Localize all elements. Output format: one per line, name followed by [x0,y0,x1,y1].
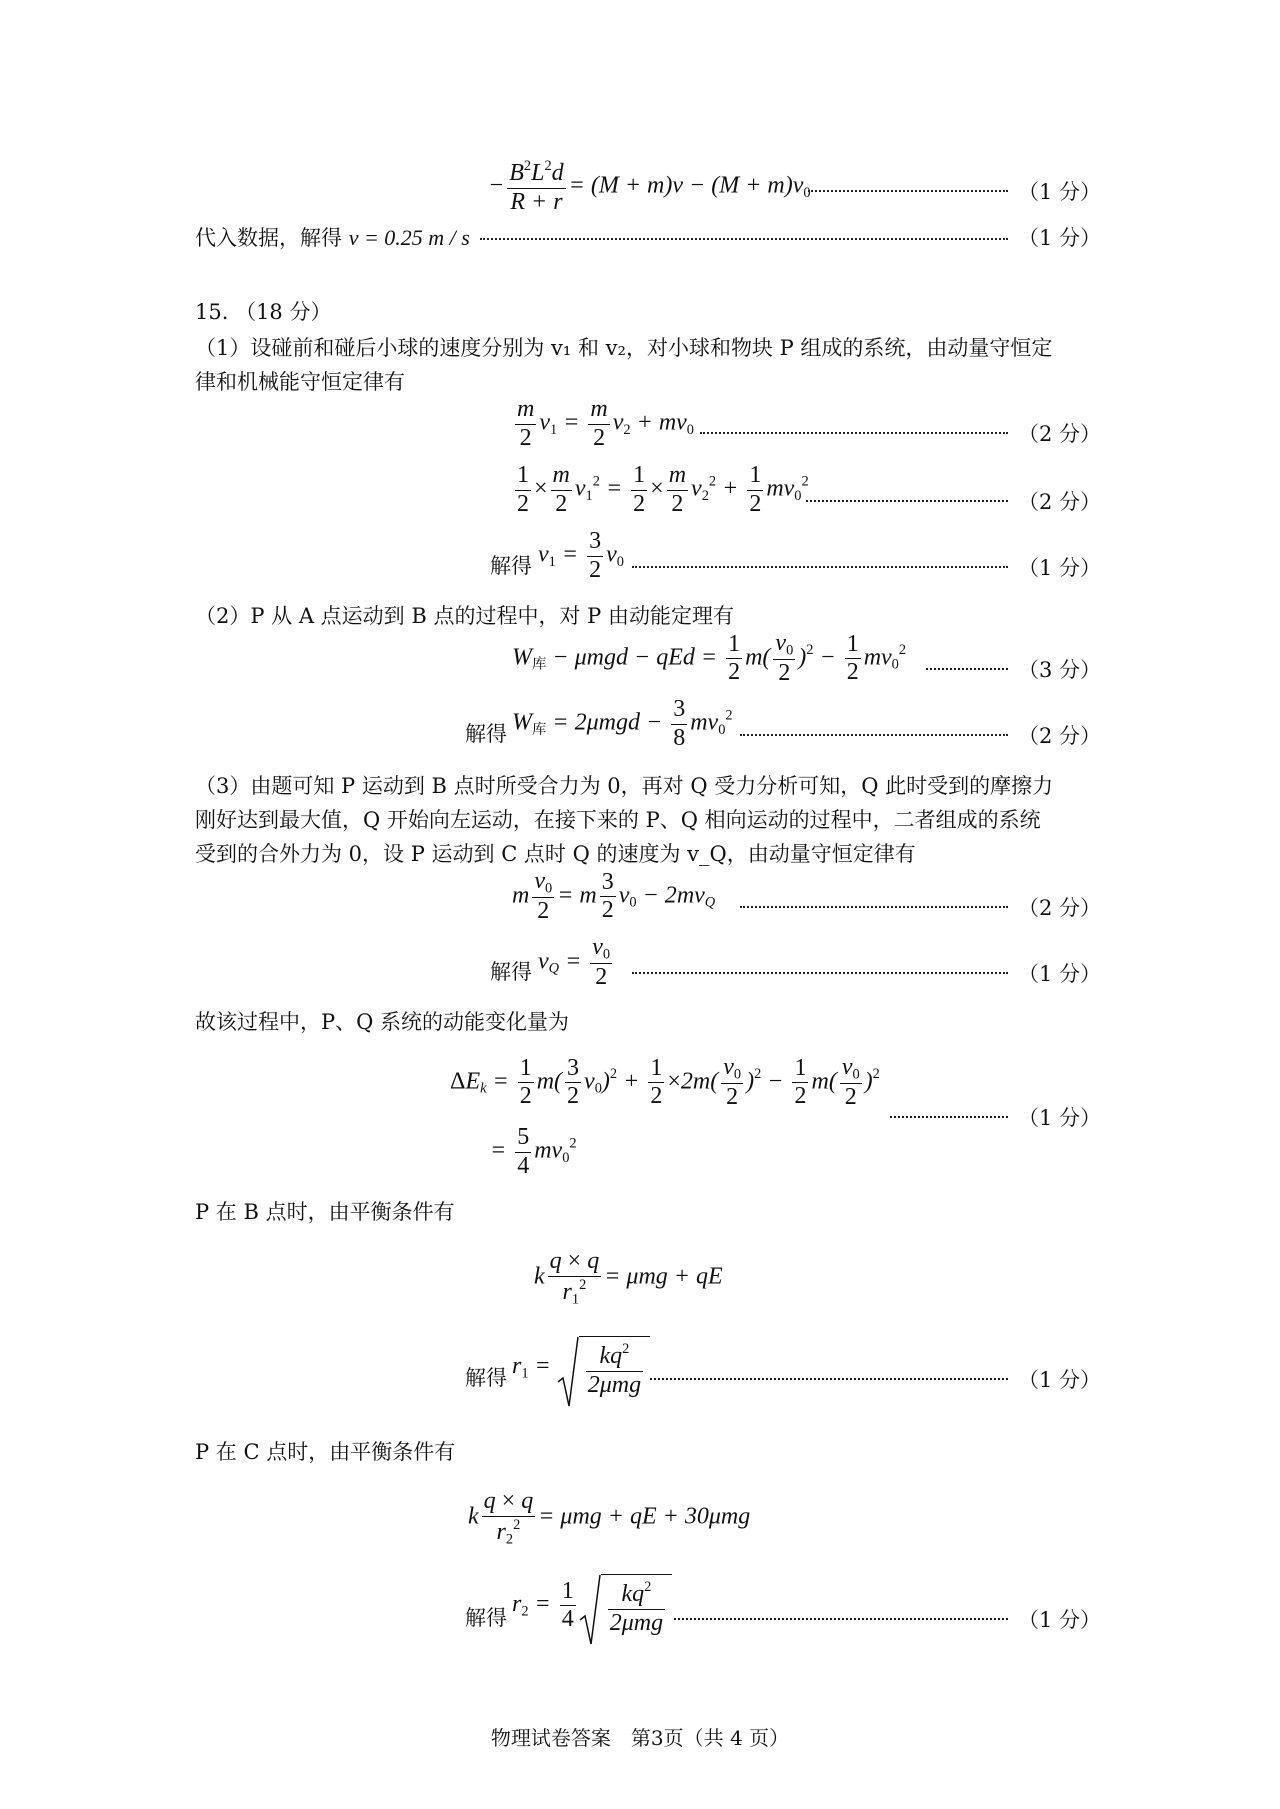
equation-solve-vq: $v_Q$ = $\frac{v_0}{2}$ [538,934,611,990]
text-solve: 解得 [490,960,532,984]
score-label: （2 分） [1018,896,1102,920]
text-line [465,1362,507,1392]
paragraph-3-line-1: （3）由题可知 P 运动到 B 点时所受合力为 0，再对 Q 受力分析可知，Q 此时受到的摩擦力 [195,774,1054,798]
page-footer: 物理试卷答案 第3页（共 4 页） [490,1726,790,1750]
leader-dots [650,1378,1008,1380]
leader-dots [740,906,1008,908]
equation-equilibrium-c: k $\frac{q \times q}{r_2^2}$ = μmg + qE + 30μmg [468,1488,751,1547]
score-label: （1 分） [1018,226,1102,250]
equation-kinetic-energy-change: $\Delta E_k$ = $\frac{1}{2}$ m( $\frac{3}{2}$ $v_0)^2$ + $\frac{1}{2}$ ×2m( $\frac{v_0}{2}$ )$^2$ − $\frac{1}{2}$ m( $\frac{v_0}{2}$ )$^2$ [450,1054,880,1110]
score-label: （2 分） [1018,724,1102,748]
leader-dots [808,190,1008,192]
equation-momentum-conservation: $\frac{m}{2}$ $v_1$ = $\frac{m}{2}$ $v_2 + mv_0$ [517,396,694,451]
text-line [465,1602,507,1632]
leader-dots [674,1618,1008,1620]
leader-dots [926,668,1008,670]
equation-energy-conservation: $\frac{1}{2}$ × $\frac{m}{2}$ $v_1^2$ = $\frac{1}{2}$ × $\frac{m}{2}$ $v_2^2$ + $\frac{1}{2}$ $mv_0^2$ [517,462,809,517]
equation-solve-r2: $r_2$ = $\frac{1}{4}$ $\frac{kq^2}{\text{2μmg}}$ [512,1574,672,1637]
equation-solve-r1: $r_1$ = $\frac{kq^2}{\text{2μmg}}$ [512,1336,650,1399]
text-solve: 解得 [465,1366,507,1390]
equation-work-energy: $W_库 - \mu mgd$ − qEd = $\frac{1}{2}$ m( $\frac{v_0}{2}$ )$^2$ − $\frac{1}{2}$ $mv_0^2$ [512,630,907,686]
paragraph-1-line-1: （1）设碰前和碰后小球的速度分别为 v₁ 和 v₂，对小球和物块 P 组成的系统，由动量守恒定 [195,336,1053,360]
leader-dots [632,566,1008,568]
point-b-intro: P 在 B 点时，由平衡条件有 [195,1200,455,1224]
equation-equilibrium-b: k $\frac{q \times q}{r_1^2}$ = μmg + qE [534,1248,723,1307]
leader-dots [806,500,1008,502]
equation-solve-work: $W_库 = 2\mu mgd$ − $\frac{3}{8}$ $mv_0^2$ [512,696,733,751]
leader-dots [700,432,1008,434]
score-label: （1 分） [1018,556,1102,580]
equation-momentum-magnetic: − $\frac{B^2L^2d}{R + r}$ = $(M + m)v - (M + m)v_0$ [488,158,811,215]
text-line [490,956,532,986]
leader-dots [890,1116,1008,1118]
equation-kinetic-energy-result: = $\frac{5}{4}$ $mv_0^2$ [490,1124,577,1179]
leader-dots [632,972,1008,974]
score-label: （2 分） [1018,490,1102,514]
leader-dots [480,238,1008,240]
text-solve: 解得 [490,554,532,578]
score-label: （2 分） [1018,422,1102,446]
equation-momentum-pq: m $\frac{v_0}{2}$ = m $\frac{3}{2}$ $v_0 - 2mv_Q$ [512,868,716,924]
text-solve: 解得 [465,722,507,746]
kinetic-energy-intro: 故该过程中，P、Q 系统的动能变化量为 [195,1010,570,1034]
score-label: （1 分） [1018,180,1102,204]
text-solve: 解得 [465,1606,507,1630]
text-line [490,550,532,580]
text-line [195,222,470,252]
text-substitute: 代入数据，解得 [195,226,342,250]
point-c-intro: P 在 C 点时，由平衡条件有 [195,1440,456,1464]
text-line [465,718,507,748]
equation-solve-v1: $v_1$ = $\frac{3}{2}$ $v_0$ [538,528,624,583]
paragraph-3-line-3: 受到的合外力为 0，设 P 运动到 C 点时 Q 的速度为 v_Q，由动量守恒定律有 [195,842,916,866]
score-label: （1 分） [1018,962,1102,986]
score-label: （3 分） [1018,658,1102,682]
paragraph-2-line-1: （2）P 从 A 点运动到 B 点的过程中，对 P 由动能定理有 [195,604,734,628]
text-v-result: v = 0.25 m / s [348,225,470,250]
paragraph-3-line-2: 刚好达到最大值，Q 开始向左运动，在接下来的 P、Q 相向运动的过程中，二者组成的系统 [195,808,1041,832]
score-label: （1 分） [1018,1608,1102,1632]
question-heading: 15. （18 分） [195,300,332,324]
paragraph-1-line-2: 律和机械能守恒定律有 [195,370,405,394]
score-label: （1 分） [1018,1106,1102,1130]
leader-dots [740,734,1008,736]
score-label: （1 分） [1018,1368,1102,1392]
